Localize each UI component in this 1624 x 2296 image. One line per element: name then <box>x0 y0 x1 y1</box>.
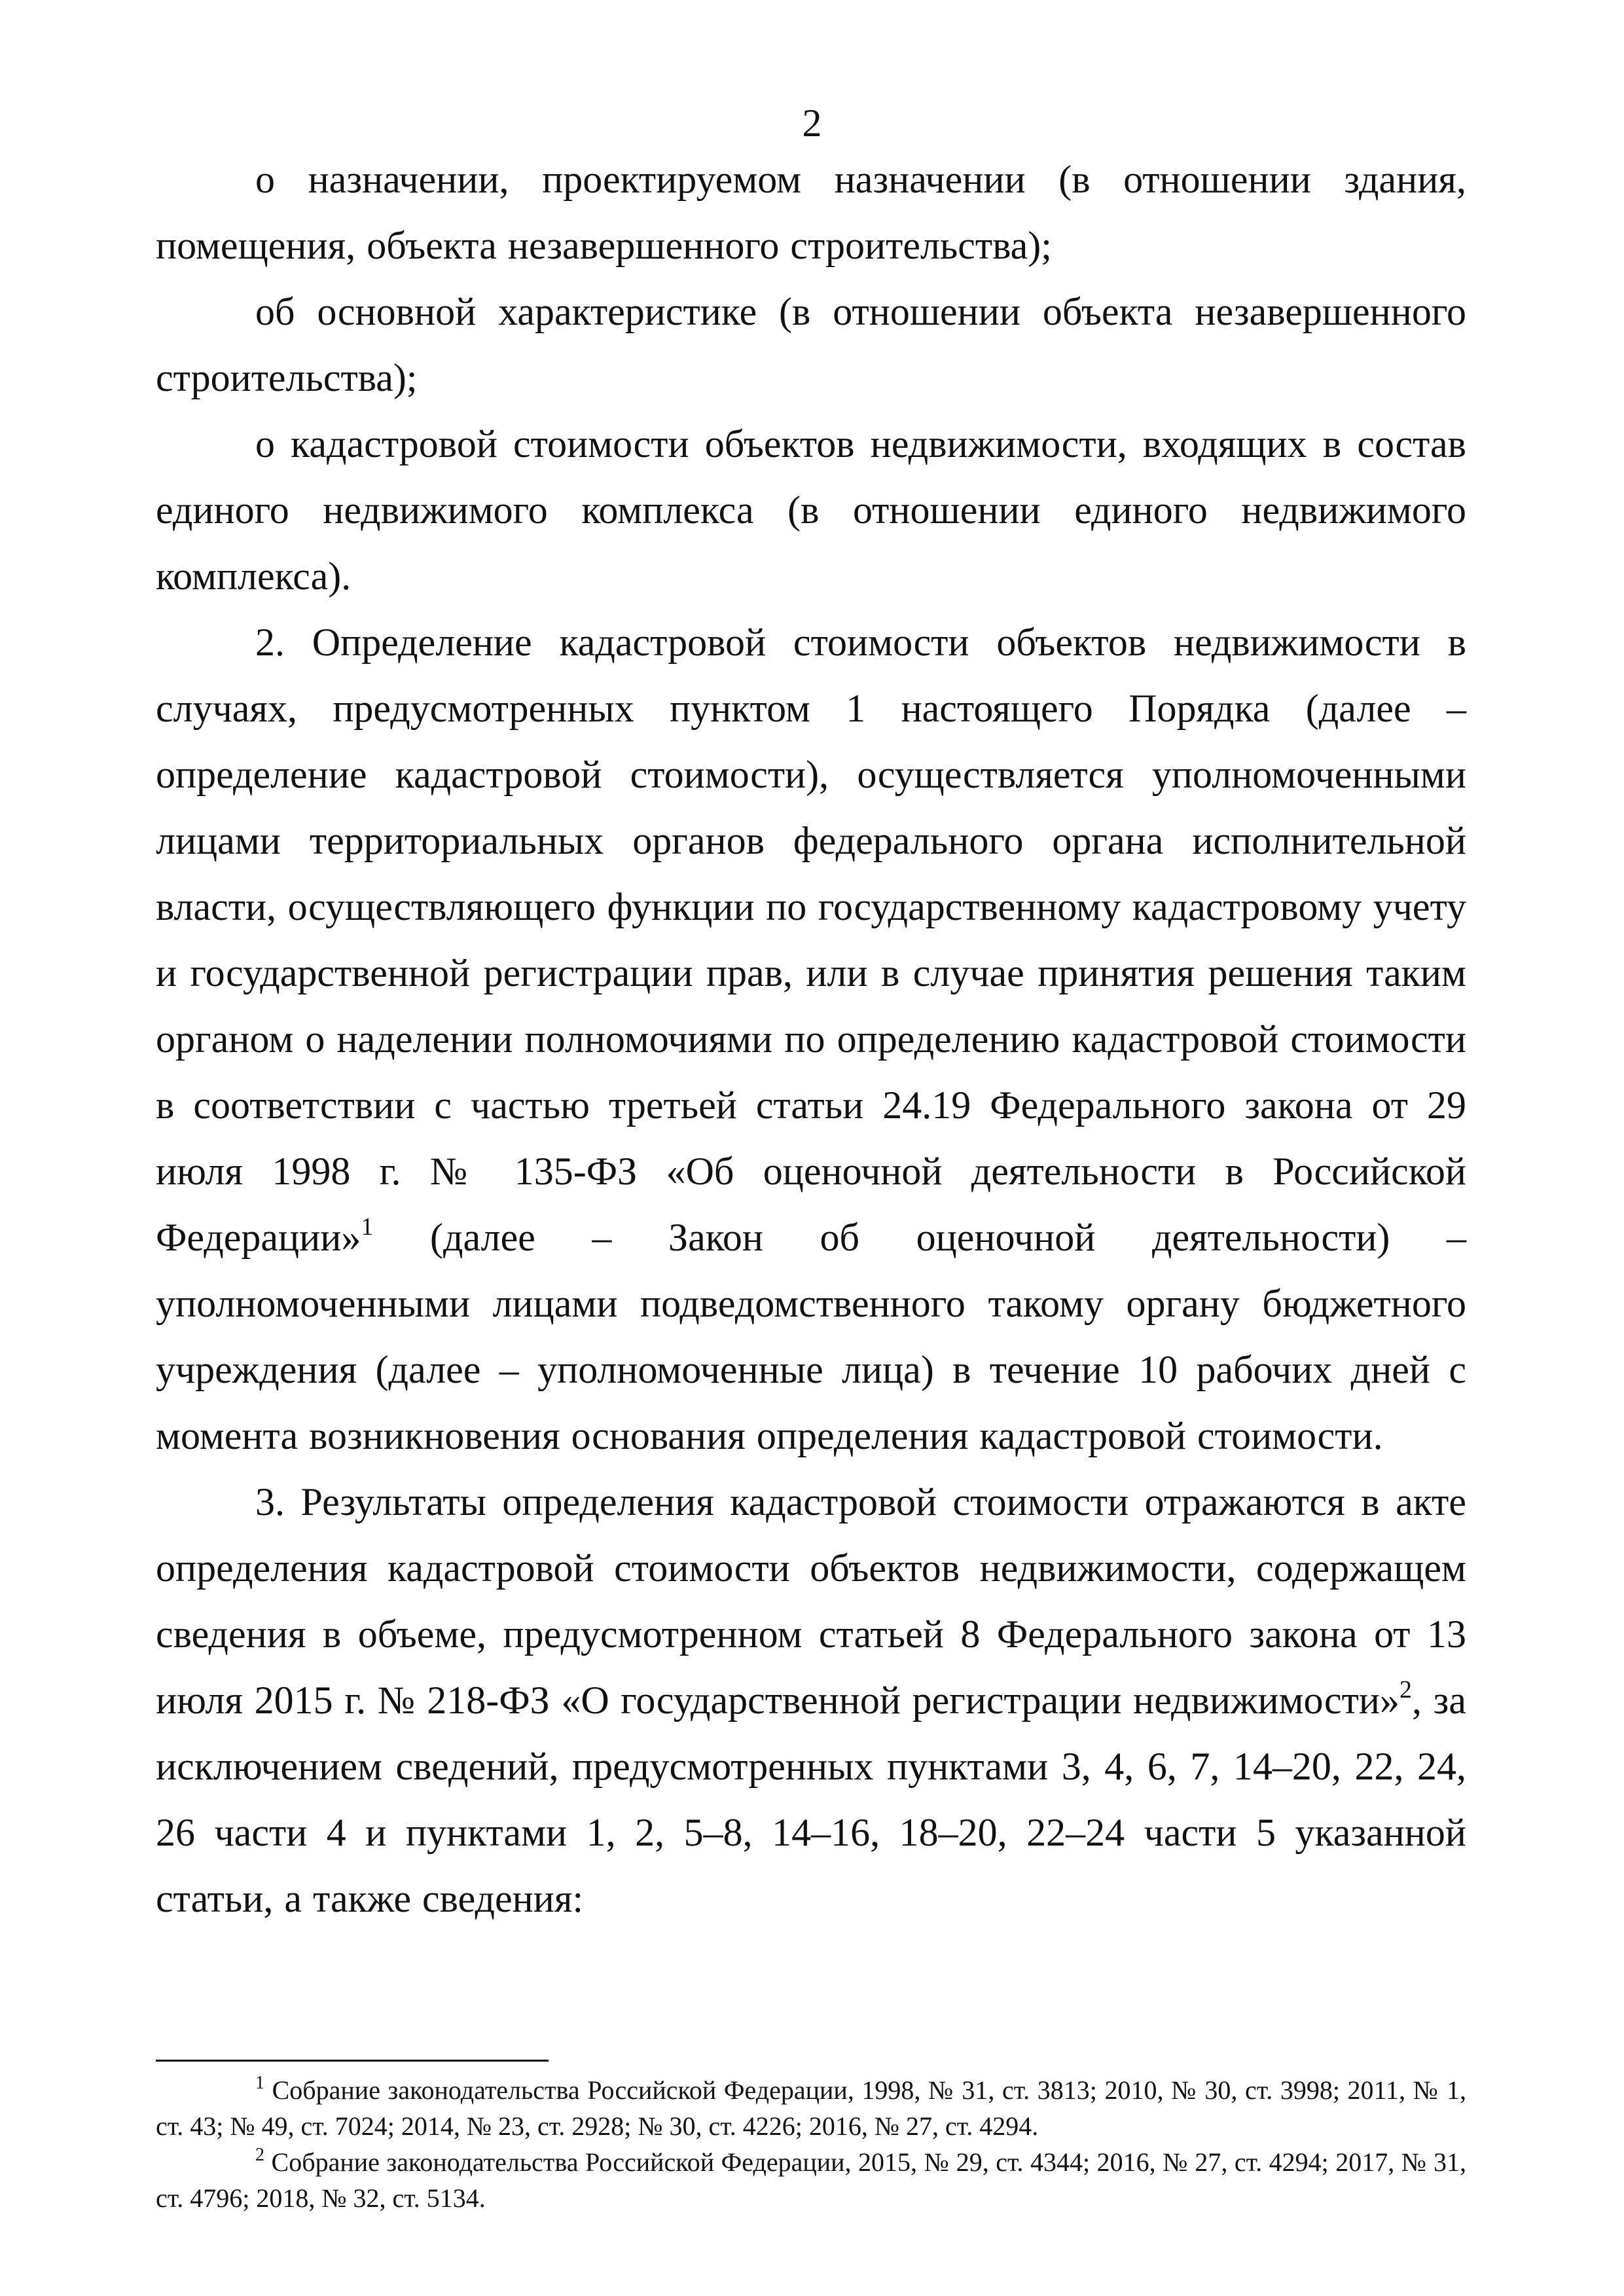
footnote-ref-1: 1 <box>361 1213 374 1241</box>
footnotes <box>156 2072 1466 2216</box>
paragraph-complex-value: о кадастровой стоимости объектов недвижимости, входящих в состав единого недвижимого комплекса (в отношении единого недвижимого комплекса). <box>156 422 1466 598</box>
section-3-text-part-1: 3. Результаты определения кадастровой стоимости отражаются в акте определения кадастровой стоимости объектов недвижимости, содержащем сведения в объеме, предусмотренном статьей 8 Федерального закона от 13 июля 2015 г. № 218-ФЗ «О государственной регистрации недвижимости» <box>156 1480 1466 1722</box>
footnote-ref-2: 2 <box>1399 1676 1413 1704</box>
footnote-1-text: Собрание законодательства Российской Федерации, 1998, № 31, ст. 3813; 2010, № 30, ст. 3998; 2011, № 1, ст. 43; № 49, ст. 7024; 2014, № 23, ст. 2928; № 30, ст. 4226; 2016, № 27, ст. 4294. <box>156 2075 1467 2141</box>
paragraph-section-2 <box>156 610 1466 1469</box>
footnote-2-text: Собрание законодательства Российской Федерации, 2015, № 29, ст. 4344; 2016, № 27, ст. 4294; 2017, № 31, ст. 4796; 2018, № 32, ст. 5134. <box>156 2147 1467 2213</box>
footnote-divider <box>156 2060 549 2062</box>
page-number: 2 <box>802 101 822 145</box>
footnote-1 <box>156 2072 1466 2144</box>
section-2-text-part-1: 2. Определение кадастровой стоимости объектов недвижимости в случаях, предусмотренных пунктом 1 настоящего Порядка (далее – определение кадастровой стоимости), осуществляется уполномоченными лицами территориальных органов федерального органа исполнительной власти, осуществляющего функции по государственному кадастровому учету и государственной регистрации прав, или в случае принятия решения таким органом о наделении полномочиями по определению кадастровой стоимости в соответствии с частью третьей статьи 24.19 Федерального закона от 29 июля 1998 г. № 135-ФЗ «Об оценочной деятельности в Российской Федерации» <box>156 621 1466 1259</box>
paragraph-section-3 <box>156 1469 1466 1932</box>
footnote-1-mark: 1 <box>255 2073 264 2093</box>
footnote-2 <box>156 2144 1466 2216</box>
footnote-2-mark: 2 <box>255 2145 264 2165</box>
section-2-text-part-2: (далее – Закон об оценочной деятельности) – уполномоченными лицами подведомственного такому органу бюджетного учреждения (далее – уполномоченные лица) в течение 10 рабочих дней с момента возникновения основания определения кадастровой стоимости. <box>156 1216 1467 1457</box>
paragraph-purpose: о назначении, проектируемом назначении (в отношении здания, помещения, объекта незавершенного строительства); <box>156 158 1466 267</box>
section-3-text-part-2: , за исключением сведений, предусмотренных пунктами 3, 4, 6, 7, 14–20, 22, 24, 26 части 4 и пунктами 1, 2, 5–8, 14–16, 18–20, 22–24 части 5 указанной статьи, а также сведения: <box>156 1679 1466 1920</box>
document-body <box>156 147 1466 1932</box>
paragraph-main-characteristic: об основной характеристике (в отношении объекта незавершенного строительства); <box>156 290 1466 399</box>
